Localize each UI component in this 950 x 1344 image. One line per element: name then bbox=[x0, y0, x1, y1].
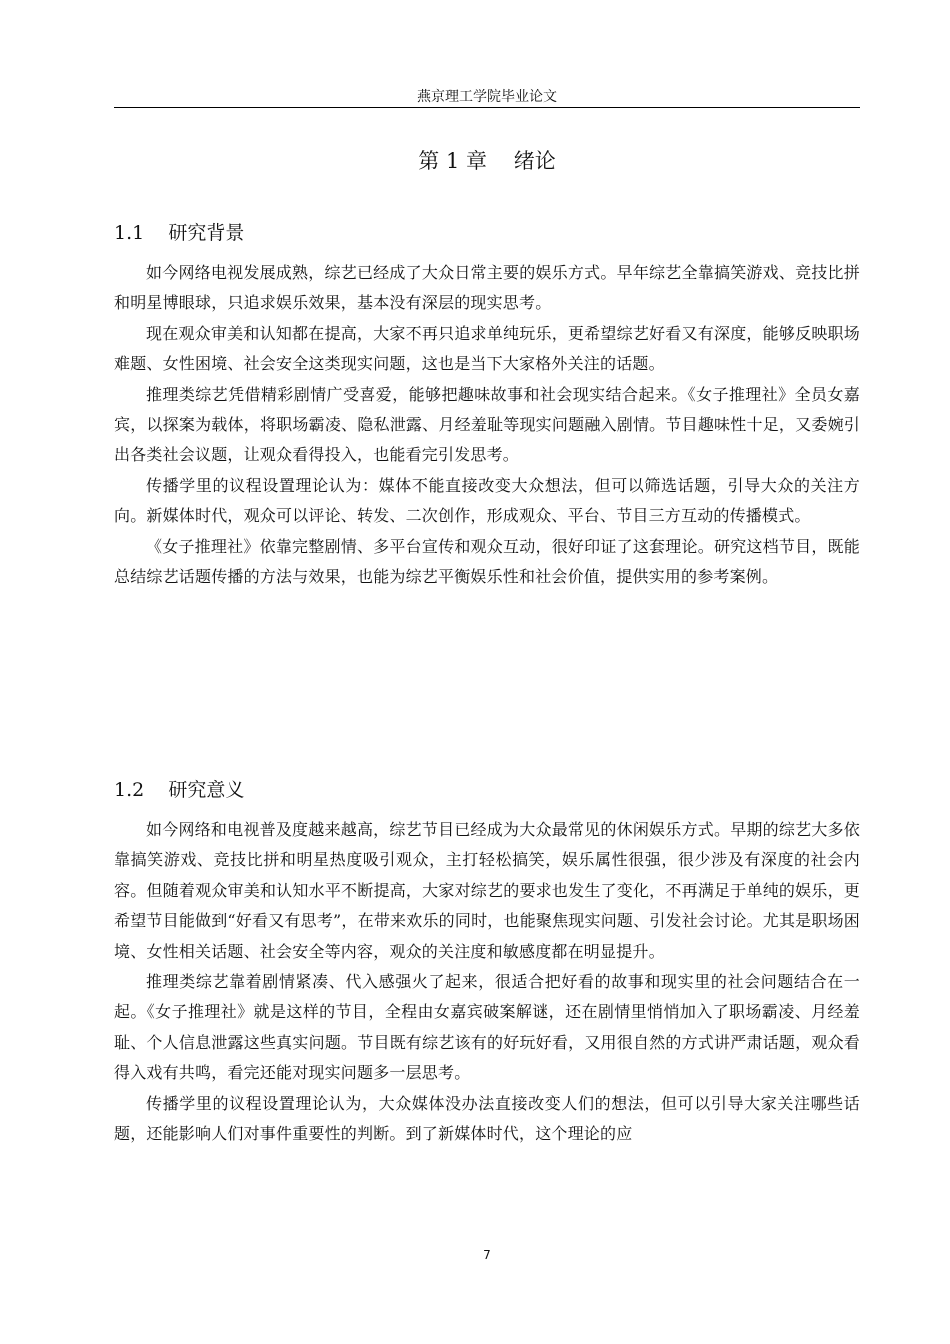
section-heading-1-2 bbox=[114, 777, 860, 803]
header-rule bbox=[114, 107, 860, 108]
section-body-1-2 bbox=[114, 815, 860, 1149]
running-header: 燕京理工学院毕业论文 bbox=[417, 89, 557, 105]
body-paragraph: 推理类综艺凭借精彩剧情广受喜爱，能够把趣味故事和社会现实结合起来。《女子推理社》全员女嘉宾，以探案为载体，将职场霸凌、隐私泄露、月经羞耻等现实问题融入剧情。节目趣味性十足，又委婉引出各类社会议题，让观众看得投入，也能看完引发思考。 bbox=[114, 384, 860, 465]
section-heading-1-1 bbox=[114, 220, 860, 246]
body-paragraph: 推理类综艺靠着剧情紧凑、代入感强火了起来，很适合把好看的故事和现实里的社会问题结合在一起。《女子推理社》就是这样的节目，全程由女嘉宾破案解谜，还在剧情里悄悄加入了职场霸凌、月经羞耻、个人信息泄露这些真实问题。节目既有综艺该有的好玩好看，又用很自然的方式讲严肃话题，观众看得入戏有共鸣，看完还能对现实问题多一层思考。 bbox=[114, 972, 860, 1083]
body-paragraph: 如今网络电视发展成熟，综艺已经成了大众日常主要的娱乐方式。早年综艺全靠搞笑游戏、竞技比拼和明星博眼球，只追求娱乐效果，基本没有深层的现实思考。 bbox=[114, 263, 860, 313]
chapter-title: 第 1 章 绪论 bbox=[418, 149, 556, 173]
section-number: 1.1 bbox=[114, 222, 145, 244]
body-paragraph: 传播学里的议程设置理论认为，大众媒体没办法直接改变人们的想法，但可以引导大家关注哪些话题，还能影响人们对事件重要性的判断。到了新媒体时代，这个理论的应 bbox=[114, 1093, 860, 1144]
body-paragraph: 现在观众审美和认知都在提高，大家不再只追求单纯玩乐，更希望综艺好看又有深度，能够反映职场难题、女性困境、社会安全这类现实问题，这也是当下大家格外关注的话题。 bbox=[114, 323, 860, 374]
body-paragraph: 《女子推理社》依靠完整剧情、多平台宣传和观众互动，很好印证了这套理论。研究这档节目，既能总结综艺话题传播的方法与效果，也能为综艺平衡娱乐性和社会价值，提供实用的参考案例。 bbox=[114, 536, 860, 587]
section-title: 研究意义 bbox=[168, 779, 245, 801]
section-number: 1.2 bbox=[114, 779, 145, 801]
page-number: 7 bbox=[483, 1248, 491, 1262]
body-paragraph: 如今网络和电视普及度越来越高，综艺节目已经成为大众最常见的休闲娱乐方式。早期的综艺大多依靠搞笑游戏、竞技比拼和明星热度吸引观众，主打轻松搞笑，娱乐属性很强，很少涉及有深度的社会内容。但随着观众审美和认知水平不断提高，大家对综艺的要求也发生了变化，不再满足于单纯的娱乐，更希望节目能做到“好看又有思考”，在带来欢乐的同时，也能聚焦现实问题、引发社会讨论。尤其是职场困境、女性相关话题、社会安全等内容，观众的关注度和敏感度都在明显提升。 bbox=[114, 820, 860, 961]
section-body-1-1 bbox=[114, 258, 860, 592]
section-title: 研究背景 bbox=[168, 222, 245, 244]
body-paragraph: 传播学里的议程设置理论认为：媒体不能直接改变大众想法，但可以筛选话题，引导大众的关注方向。新媒体时代，观众可以评论、转发、二次创作，形成观众、平台、节目三方互动的传播模式。 bbox=[114, 475, 860, 526]
